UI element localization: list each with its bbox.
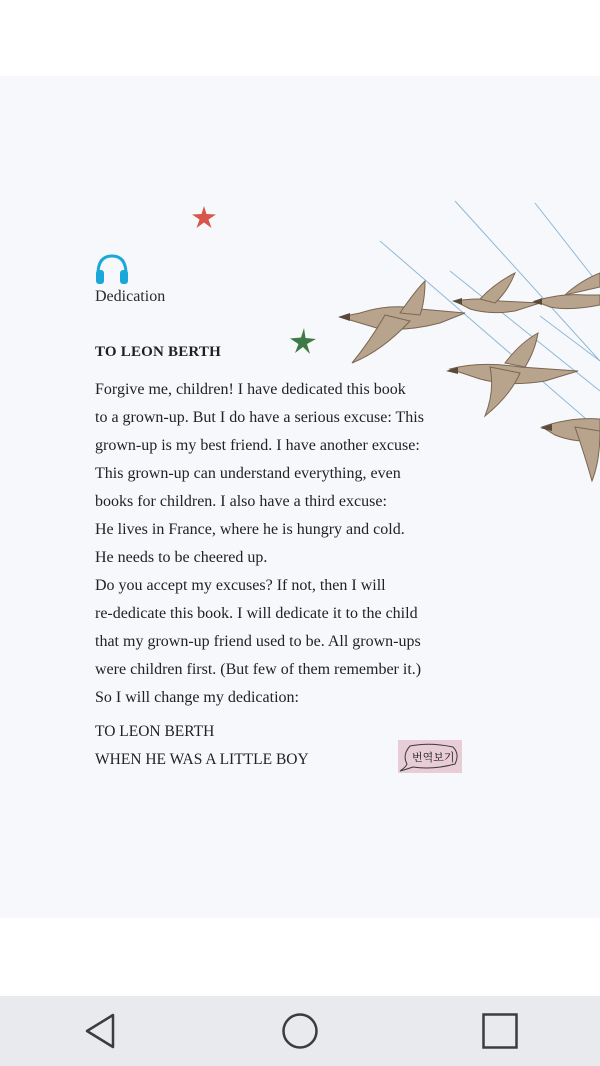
- back-button[interactable]: [60, 996, 140, 1066]
- body-line: This grown-up can understand everything, even: [95, 465, 401, 482]
- system-nav-bar: [0, 996, 600, 1066]
- body-line: He lives in France, where he is hungry and cold.: [95, 521, 405, 538]
- body-line: Forgive me, children! I have dedicated this book: [95, 381, 406, 398]
- recents-square-icon: [481, 1012, 519, 1050]
- closing-line: WHEN HE WAS A LITTLE BOY: [95, 751, 309, 768]
- body-line: to a grown-up. But I do have a serious excuse: This: [95, 409, 424, 426]
- green-star-illustration: [288, 326, 318, 356]
- book-page: [0, 76, 600, 918]
- body-line: He needs to be cheered up.: [95, 549, 268, 566]
- dedication-body: [95, 376, 495, 712]
- body-line: were children first. (But few of them remember it.): [95, 661, 422, 678]
- body-line: that my grown-up friend used to be. All grown-ups: [95, 633, 421, 650]
- body-line: re-dedicate this book. I will dedicate it to the child: [95, 605, 418, 622]
- body-line: grown-up is my best friend. I have another excuse:: [95, 437, 420, 454]
- recents-button[interactable]: [460, 996, 540, 1066]
- dedication-heading: TO LEON BERTH: [95, 344, 221, 360]
- body-line: Do you accept my excuses? If not, then I will: [95, 577, 386, 594]
- back-triangle-icon: [82, 1012, 118, 1050]
- body-line: So I will change my dedication:: [95, 689, 299, 706]
- dedication-closing: [95, 718, 309, 774]
- headphones-icon[interactable]: [93, 252, 131, 286]
- body-line: books for children. I also have a third excuse:: [95, 493, 387, 510]
- home-circle-icon: [281, 1012, 319, 1050]
- translate-button-label: 번역보기: [412, 751, 455, 764]
- section-label: Dedication: [95, 288, 166, 305]
- translate-button[interactable]: [398, 740, 462, 773]
- closing-line: TO LEON BERTH: [95, 723, 215, 740]
- home-button[interactable]: [260, 996, 340, 1066]
- red-star-illustration: [190, 204, 218, 230]
